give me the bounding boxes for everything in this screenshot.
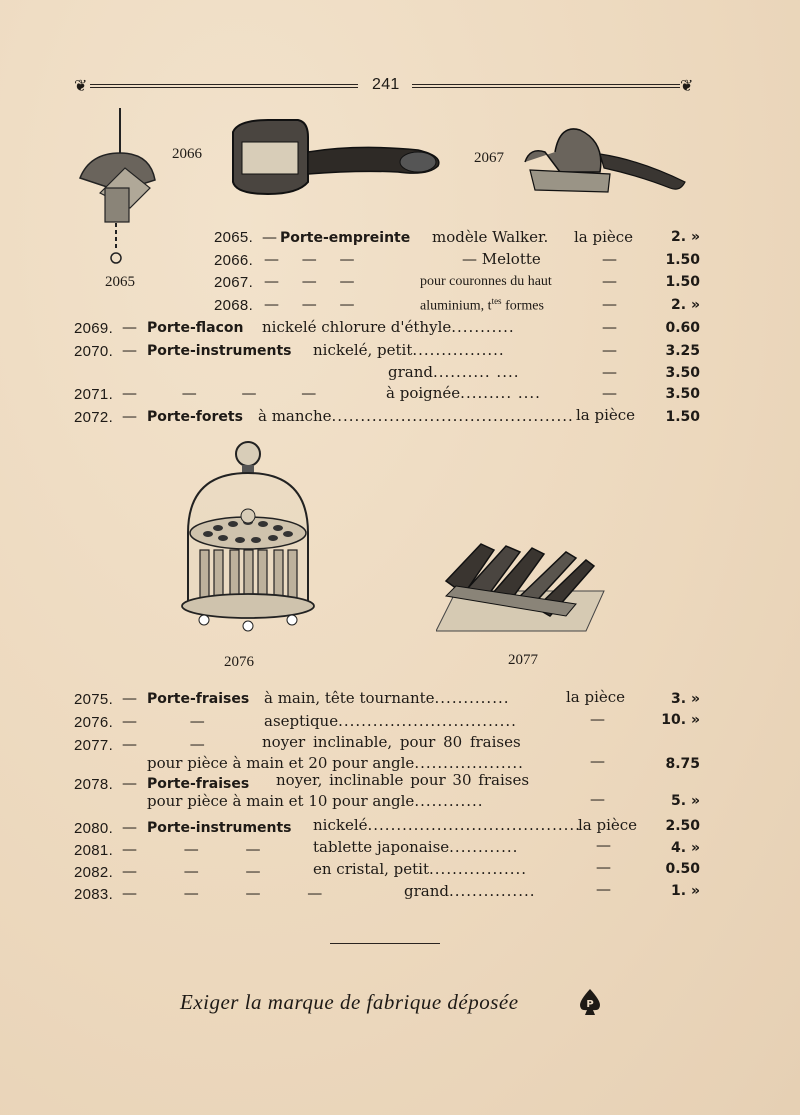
illustration-2077	[436, 536, 606, 636]
entry-dash: —	[122, 818, 137, 836]
entry-unit: —	[602, 318, 617, 336]
svg-text:P: P	[586, 999, 594, 1010]
entry-unit: —	[602, 272, 617, 290]
entry-dashes: — — —	[122, 862, 261, 880]
header-rule-right	[412, 84, 680, 88]
entry-dashes: — — — —	[122, 884, 323, 902]
caption-2065: 2065	[105, 274, 135, 290]
entry-desc: — Melotte	[462, 250, 541, 268]
entry-unit: la pièce	[574, 228, 634, 246]
trademark-spade-icon	[578, 988, 602, 1016]
entry-dash: —	[122, 774, 137, 792]
entry-unit: la pièce	[578, 816, 638, 834]
entry-name: Porte-instruments	[147, 820, 292, 836]
entry-name: Porte-instruments	[147, 343, 292, 359]
entry-desc: pour couronnes du haut	[420, 274, 552, 289]
caption-2076: 2076	[224, 654, 254, 670]
entry-unit: —	[596, 858, 611, 876]
entry-price: 8.75	[665, 756, 700, 772]
entry-price: 0.60	[665, 320, 700, 336]
entry-number: 2066.	[214, 252, 254, 269]
entry-dashes: — — —	[264, 295, 355, 313]
entry-name: Porte-fraises	[147, 776, 250, 792]
footer-text: Exiger la marque de fabrique déposée	[180, 990, 519, 1014]
entry-number: 2065.	[214, 229, 254, 246]
entry-price: 1. »	[671, 883, 700, 899]
entry-number: 2070.	[74, 343, 114, 360]
entry-desc: modèle Walker.	[432, 228, 549, 246]
entry-desc: à main, tête tournante.............	[264, 689, 510, 707]
illustration-2065	[70, 108, 170, 278]
illustration-2066	[228, 112, 448, 202]
entry-unit: —	[590, 710, 605, 728]
illustration-2067	[520, 122, 690, 200]
entry-unit: —	[596, 880, 611, 898]
entry-price: 0.50	[665, 861, 700, 877]
entry-desc: grand...............	[404, 882, 536, 900]
entry-price: 1.50	[665, 274, 700, 290]
entry-number: 2080.	[74, 820, 114, 837]
entry-price: 10. »	[661, 712, 700, 728]
entry-unit: —	[602, 295, 617, 313]
entry-price: 3.25	[665, 343, 700, 359]
entry-desc: à poignée......... ....	[386, 384, 541, 402]
entry-number: 2069.	[74, 320, 114, 337]
entry-dashes: — —	[122, 735, 205, 753]
entry-price: 1.50	[665, 409, 700, 425]
entry-desc: nickelé chlorure d'éthyle...........	[262, 318, 515, 336]
entry-dash: —	[262, 228, 277, 246]
caption-2066: 2066	[172, 146, 202, 162]
entry-desc: aluminium, $t^{tes}$ formes	[420, 296, 544, 314]
page-number: 241	[372, 76, 400, 93]
entry-name: Porte-flacon	[147, 320, 244, 336]
entry-name: Porte-forets	[147, 409, 243, 425]
entry-dashes: — —	[122, 712, 205, 730]
entry-number: 2068.	[214, 297, 254, 314]
entry-number: 2078.	[74, 776, 114, 793]
entry-unit: —	[602, 250, 617, 268]
entry-number: 2071.	[74, 386, 114, 403]
entry-desc: à manche..........................................	[258, 407, 574, 425]
entry-number: 2072.	[74, 409, 114, 426]
entry-number: 2083.	[74, 886, 114, 903]
header-rule-left	[90, 84, 358, 88]
entry-dashes: — — —	[264, 250, 355, 268]
entry-desc: noyer, inclinable pour 30 fraises	[276, 771, 530, 789]
entry-unit: —	[602, 363, 617, 381]
entry-price: 3.50	[665, 365, 700, 381]
entry-price: 1.50	[665, 252, 700, 268]
entry-desc: noyer inclinable, pour 80 fraises	[262, 733, 521, 751]
entry-dash: —	[122, 689, 137, 707]
entry-desc: aseptique...............................	[264, 712, 517, 730]
entry-number: 2067.	[214, 274, 254, 291]
entry-unit: —	[602, 341, 617, 359]
entry-desc-2: pour pièce à main et 10 pour angle............	[147, 792, 484, 810]
entry-dashes: — — — —	[122, 384, 317, 402]
entry-desc: en cristal, petit.................	[313, 860, 528, 878]
entry-number: 2075.	[74, 691, 114, 708]
entry-price: 4. »	[671, 840, 700, 856]
entry-unit: —	[602, 384, 617, 402]
entry-dash: —	[122, 318, 137, 336]
illustration-2076	[178, 438, 318, 638]
entry-desc: grand.......... ....	[388, 363, 520, 381]
entry-price: 3.50	[665, 386, 700, 402]
entry-name: Porte-fraises	[147, 691, 250, 707]
section-divider	[330, 943, 440, 944]
entry-desc: nickelé, petit................	[313, 341, 505, 359]
caption-2067: 2067	[474, 150, 504, 166]
entry-unit: —	[590, 790, 605, 808]
entry-dash: —	[122, 341, 137, 359]
entry-price: 2.50	[665, 818, 700, 834]
entry-dashes: — — —	[122, 840, 261, 858]
entry-price: 5. »	[671, 793, 700, 809]
entry-price: 3. »	[671, 691, 700, 707]
entry-dashes: — — —	[264, 272, 355, 290]
entry-dash: —	[122, 407, 137, 425]
entry-desc: tablette japonaise............	[313, 838, 519, 856]
entry-number: 2077.	[74, 737, 114, 754]
entry-price: 2. »	[671, 297, 700, 313]
entry-unit: la pièce	[576, 406, 636, 424]
entry-number: 2076.	[74, 714, 114, 731]
entry-unit: —	[596, 836, 611, 854]
entry-name: Porte-empreinte	[280, 230, 411, 246]
entry-price: 2. »	[671, 229, 700, 245]
entry-unit: la pièce	[566, 688, 626, 706]
entry-desc: nickelé.....................................	[313, 816, 581, 834]
entry-number: 2082.	[74, 864, 114, 881]
entry-number: 2081.	[74, 842, 114, 859]
caption-2077: 2077	[508, 652, 538, 668]
ornament-left: ❦	[74, 76, 88, 95]
entry-unit: —	[590, 752, 605, 770]
ornament-right: ❦	[680, 76, 694, 95]
entry-desc-2: pour pièce à main et 20 pour angle...................	[147, 754, 524, 772]
